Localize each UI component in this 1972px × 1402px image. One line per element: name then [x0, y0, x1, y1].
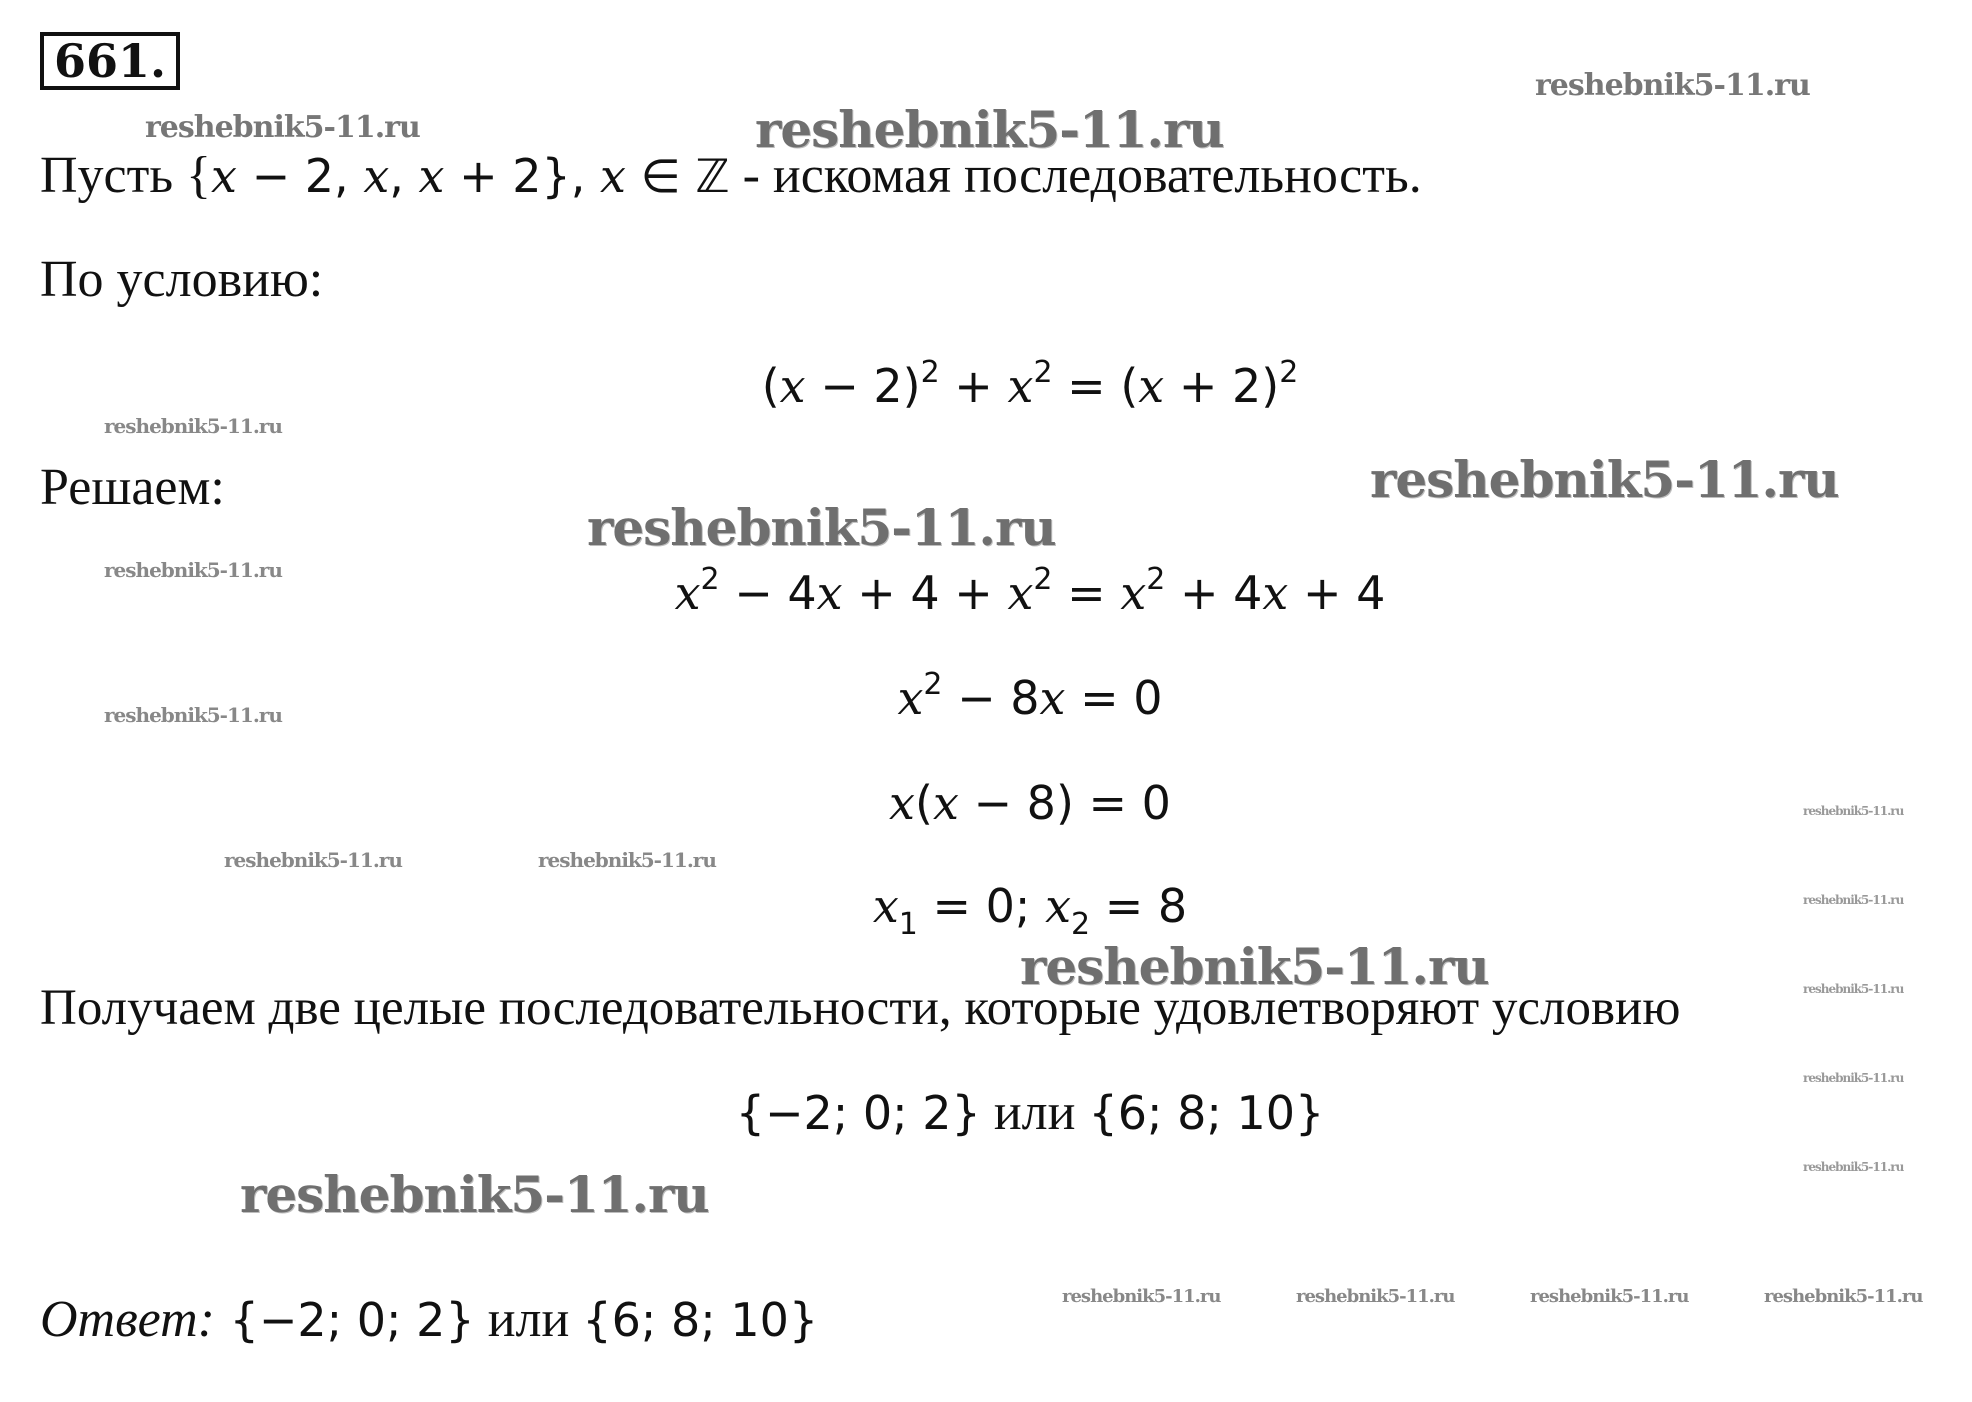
watermark: reshebnik5-11.ru [1020, 937, 1489, 996]
eq-power: 2 [700, 562, 720, 597]
eq-part: + 2) [1164, 359, 1280, 413]
intro-prefix: Пусть [40, 147, 187, 204]
eq-part: − 8 [942, 671, 1040, 725]
solving-label: Решаем: [40, 459, 225, 516]
watermark: reshebnik5-11.ru [1535, 68, 1810, 103]
answer-set-second: {6; 8; 10} [582, 1293, 819, 1347]
intro-term2-var: x [363, 149, 390, 203]
intro-term1-var: x [211, 149, 237, 203]
eq-power: 2 [1033, 355, 1053, 390]
intro-term3-var: x [418, 149, 445, 203]
watermark: reshebnik5-11.ru [538, 848, 716, 872]
watermark: reshebnik5-11.ru [755, 100, 1224, 159]
result-or: или [980, 1084, 1089, 1141]
eq-part: − 2) [805, 359, 921, 413]
eq-var: x [674, 566, 701, 620]
eq-part: ( [761, 359, 780, 413]
eq-var: x [816, 566, 843, 620]
eq-var: x [872, 879, 899, 933]
watermark: reshebnik5-11.ru [104, 558, 282, 582]
result-set-first: {−2; 0; 2} [735, 1086, 981, 1140]
eq-part: = ( [1052, 359, 1139, 413]
eq-var: x [1262, 566, 1289, 620]
problem-number: 661. [40, 32, 180, 90]
eq-var: x [889, 776, 915, 830]
eq-part: − 8) = 0 [958, 776, 1171, 830]
intro-set-open: { [186, 147, 212, 204]
watermark: reshebnik5-11.ru [1530, 1286, 1689, 1307]
eq-var: x [932, 776, 959, 830]
watermark: reshebnik5-11.ru [1803, 1160, 1904, 1174]
equation-main [0, 356, 1972, 416]
eq-var: x [1120, 566, 1147, 620]
eq-var: x [1007, 359, 1034, 413]
watermark: reshebnik5-11.ru [104, 703, 282, 727]
eq-part: ( [914, 776, 933, 830]
eq-subscript: 2 [1071, 907, 1091, 942]
eq-power: 2 [1033, 562, 1053, 597]
watermark: reshebnik5-11.ru [1296, 1286, 1455, 1307]
result-set-second: {6; 8; 10} [1088, 1086, 1325, 1140]
eq-part: = 8 [1090, 879, 1188, 933]
watermark: reshebnik5-11.ru [1062, 1286, 1221, 1307]
watermark: reshebnik5-11.ru [145, 110, 420, 145]
answer-or: или [474, 1291, 583, 1348]
watermark: reshebnik5-11.ru [1803, 1071, 1904, 1085]
watermark: reshebnik5-11.ru [240, 1165, 709, 1224]
answer-line [40, 1290, 818, 1350]
intro-term3-rest: + 2}, [444, 149, 601, 203]
intro-suffix: - искомая последовательность. [729, 147, 1422, 204]
intro-var: x [600, 149, 626, 203]
eq-var: x [897, 671, 924, 725]
condition-label: По условию: [40, 251, 324, 308]
watermark: reshebnik5-11.ru [1370, 450, 1839, 509]
eq-part: + 4 + [842, 566, 1008, 620]
eq-var: x [1045, 879, 1072, 933]
result-sets [0, 1083, 1972, 1143]
conclusion-text: Получаем две целые последовательности, которые удовлетворяют условию [40, 980, 1681, 1036]
equation-step-4 [0, 876, 1972, 942]
answer-set-first: {−2; 0; 2} [214, 1293, 475, 1347]
eq-part: + 4 [1165, 566, 1263, 620]
eq-var: x [779, 359, 806, 413]
eq-subscript: 1 [898, 907, 918, 942]
eq-var: x [1138, 359, 1165, 413]
watermark: reshebnik5-11.ru [1803, 804, 1904, 818]
intro-membership: ∈ ℤ [626, 149, 730, 203]
watermark: reshebnik5-11.ru [587, 498, 1056, 557]
watermark: reshebnik5-11.ru [1803, 893, 1904, 907]
eq-part: = 0; [917, 879, 1046, 933]
eq-power: 2 [1279, 355, 1299, 390]
watermark: reshebnik5-11.ru [224, 848, 402, 872]
eq-var: x [1039, 671, 1066, 725]
intro-term2-rest: , [389, 149, 419, 203]
eq-power: 2 [1146, 562, 1166, 597]
eq-part: − 4 [719, 566, 817, 620]
watermark: reshebnik5-11.ru [1803, 982, 1904, 996]
watermark: reshebnik5-11.ru [104, 414, 282, 438]
equation-step-2 [0, 668, 1972, 728]
equation-step-1 [0, 563, 1972, 623]
watermark: reshebnik5-11.ru [1764, 1286, 1923, 1307]
eq-power: 2 [923, 667, 943, 702]
eq-part: = 0 [1065, 671, 1163, 725]
intro-term1-rest: − 2, [237, 149, 364, 203]
eq-var: x [1007, 566, 1034, 620]
eq-part: + [939, 359, 1008, 413]
eq-part: = [1052, 566, 1121, 620]
equation-step-3 [0, 773, 1972, 833]
answer-label: Ответ: [40, 1291, 215, 1348]
eq-part: + 4 [1288, 566, 1386, 620]
eq-power: 2 [920, 355, 940, 390]
